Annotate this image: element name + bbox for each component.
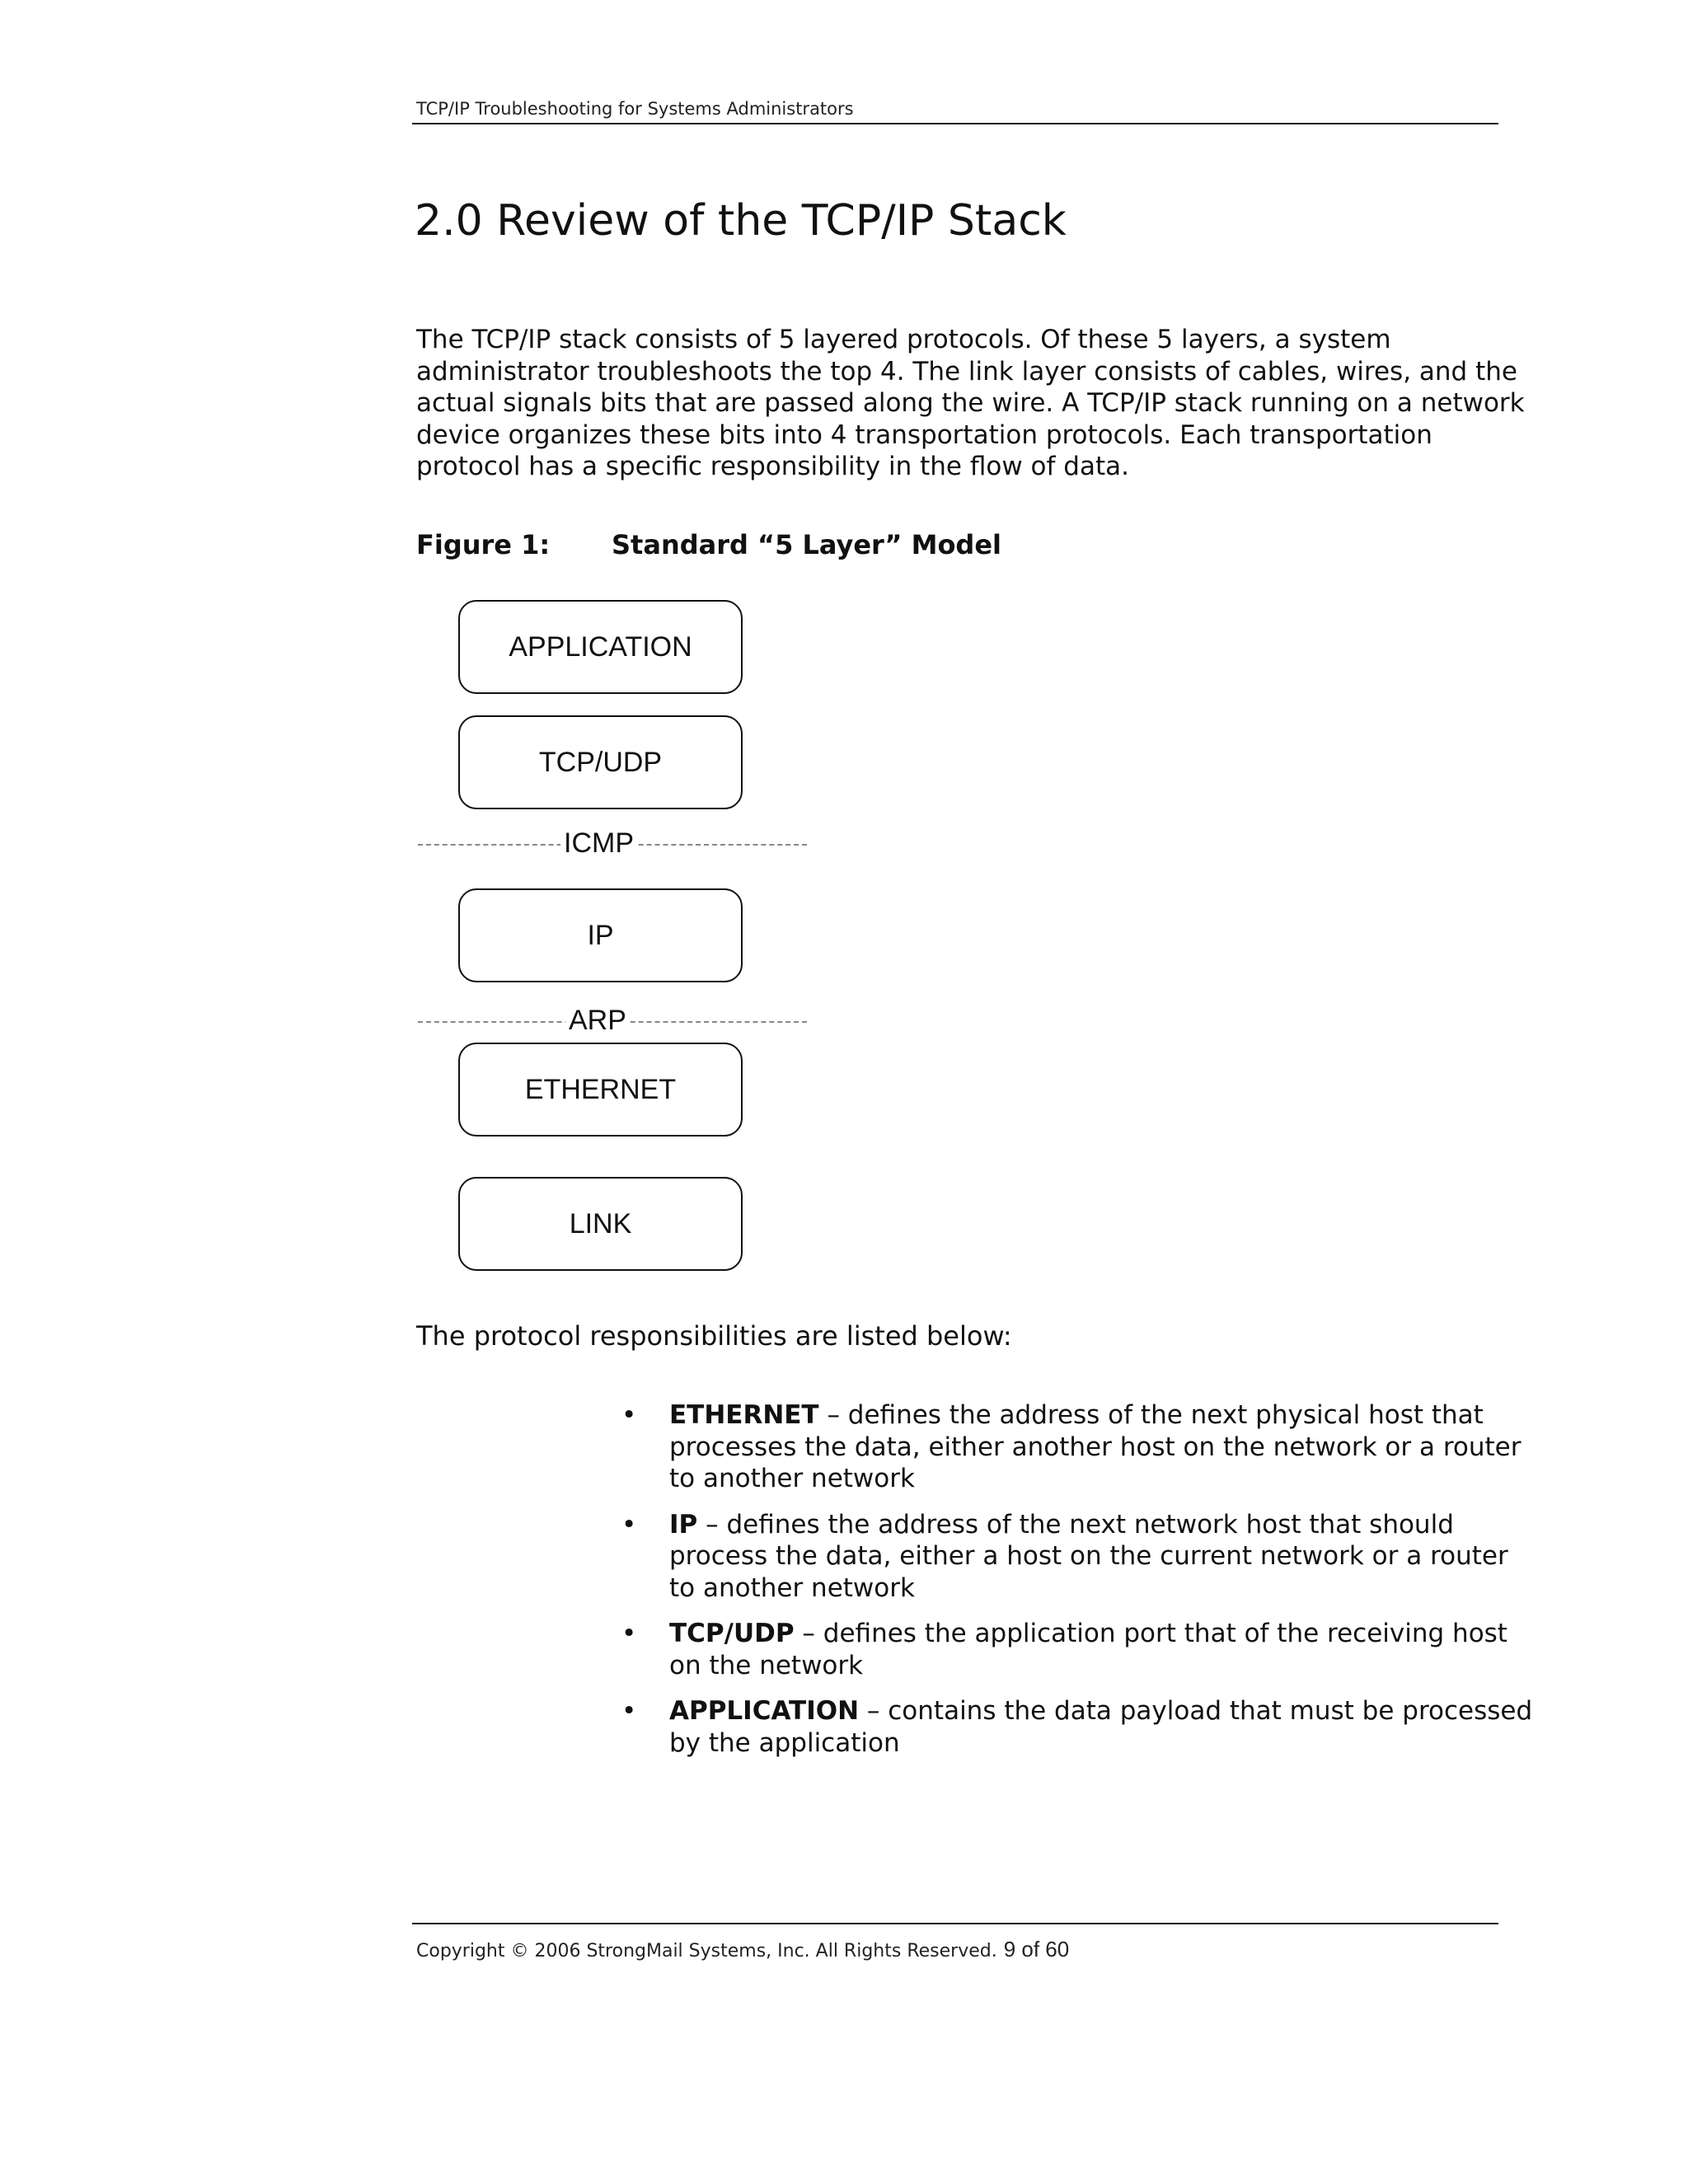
figure-label: Figure 1: xyxy=(416,529,551,560)
divider-label-arp: ARP xyxy=(565,1005,630,1037)
layer-box-link: LINK xyxy=(458,1177,743,1271)
responsibilities-list xyxy=(610,1399,1533,1773)
bullet-term: ETHERNET xyxy=(669,1400,819,1430)
running-header: TCP/IP Troubleshooting for Systems Administrators xyxy=(416,99,854,119)
page-footer xyxy=(416,1937,1069,1962)
bullet-text: on the network xyxy=(669,1650,864,1680)
bullet-text: process the data, either a host on the current network or a router xyxy=(669,1541,1508,1571)
list-item xyxy=(610,1695,1533,1759)
bullet-text: by the application xyxy=(669,1727,900,1758)
list-item xyxy=(610,1618,1508,1681)
page-number: 9 of 60 xyxy=(1003,1937,1070,1961)
footer-rule xyxy=(412,1923,1498,1924)
bullet-term: TCP/UDP xyxy=(669,1619,795,1648)
bullet-icon: • xyxy=(621,1696,637,1726)
divider-label-icmp: ICMP xyxy=(560,827,637,860)
intro-line: The TCP/IP stack consists of 5 layered protocols. Of these 5 layers, a system xyxy=(416,325,1391,354)
bullet-text: processes the data, either another host on the network or a router xyxy=(669,1432,1522,1462)
intro-paragraph xyxy=(416,324,1525,483)
bullet-term: IP xyxy=(669,1509,698,1540)
divider-line-icmp xyxy=(418,844,807,846)
layer-box-ethernet: ETHERNET xyxy=(458,1043,743,1137)
section-title: 2.0 Review of the TCP/IP Stack xyxy=(415,196,1067,246)
header-rule xyxy=(412,123,1498,124)
divider-line-arp xyxy=(418,1021,807,1023)
layer-box-ip: IP xyxy=(458,888,743,982)
intro-line: protocol has a specific responsibility in the flow of data. xyxy=(416,452,1129,481)
responsibilities-intro: The protocol responsibilities are listed below: xyxy=(416,1320,1012,1352)
figure-title: Standard “5 Layer” Model xyxy=(612,529,1001,560)
bullet-text: – contains the data payload that must be processed xyxy=(859,1696,1533,1726)
bullet-text: to another network xyxy=(669,1572,915,1603)
figure-caption xyxy=(416,529,1001,560)
bullet-icon: • xyxy=(621,1619,637,1648)
bullet-text: – defines the address of the next network host that should xyxy=(697,1509,1454,1540)
copyright-notice: Copyright © 2006 StrongMail Systems, Inc. All Rights Reserved. xyxy=(416,1941,997,1961)
intro-line: administrator troubleshoots the top 4. The link layer consists of cables, wires, and the xyxy=(416,356,1517,387)
layer-box-tcp-udp: TCP/UDP xyxy=(458,715,743,809)
intro-line: device organizes these bits into 4 transportation protocols. Each transportation xyxy=(416,419,1432,450)
list-item xyxy=(610,1509,1508,1605)
list-item xyxy=(610,1399,1522,1495)
bullet-text: to another network xyxy=(669,1464,915,1493)
layer-box-application: APPLICATION xyxy=(458,600,743,694)
bullet-term: APPLICATION xyxy=(669,1696,860,1726)
intro-line: actual signals bits that are passed along the wire. A TCP/IP stack running on a network xyxy=(416,388,1525,418)
bullet-text: – defines the application port that of the receiving host xyxy=(794,1619,1507,1648)
bullet-icon: • xyxy=(621,1400,637,1430)
bullet-text: – defines the address of the next physical host that xyxy=(818,1400,1484,1430)
bullet-icon: • xyxy=(621,1509,637,1540)
